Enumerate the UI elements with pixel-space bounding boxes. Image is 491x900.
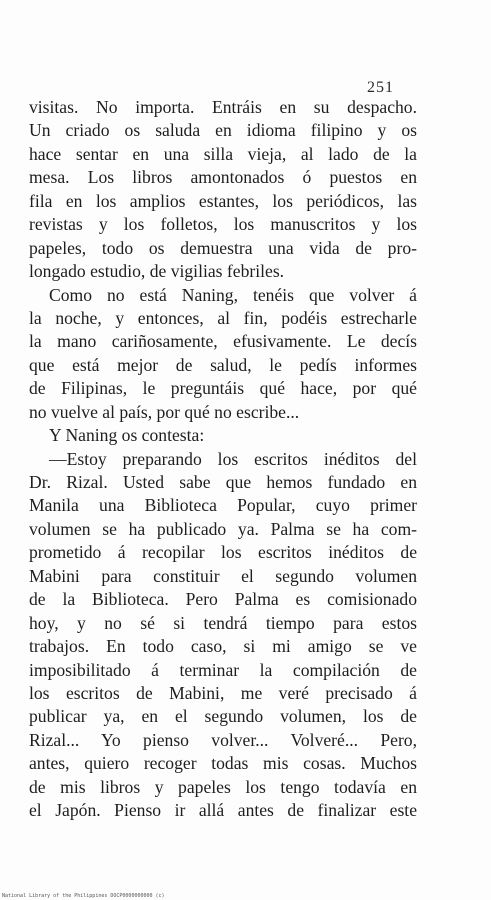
- text-line: hace sentar en una silla vieja, al lado de la: [29, 143, 417, 164]
- text-line: la mano cariñosamente, efusivamente. Le decís: [29, 331, 417, 352]
- text-line: de mis libros y papeles los tengo todavía en: [29, 776, 417, 797]
- text-line: que está mejor de salud, le pedís informes: [29, 354, 417, 375]
- text-line: prometido á recopilar los escritos inéditos de: [29, 542, 417, 563]
- text-line: revistas y los folletos, los manuscritos y los: [29, 214, 417, 235]
- text-line: mesa. Los libros amontonados ó puestos en: [29, 167, 417, 188]
- text-line: volumen se ha publicado ya. Palma se ha com-: [29, 518, 417, 539]
- text-line: Dr. Rizal. Usted sabe que hemos fundado en: [29, 472, 417, 492]
- text-line: publicar ya, en el segundo volumen, los de: [29, 706, 417, 727]
- text-line: Como no está Naning, tenéis que volver á: [49, 284, 417, 305]
- text-line: fila en los amplios estantes, los periódicos, las: [29, 190, 417, 211]
- text-line: hoy, y no sé si tendrá tiempo para estos: [29, 612, 417, 633]
- text-line: Un criado os saluda en idioma filipino y os: [29, 120, 417, 141]
- text-line: longado estudio, de vigilias febriles.: [29, 261, 285, 282]
- page-number: 251: [367, 79, 394, 96]
- text-line: Manila una Biblioteca Popular, cuyo primer: [29, 495, 417, 516]
- scan-footer: National Library of the Philippines DOCP0000000000 (c): [2, 893, 165, 899]
- body-text: [29, 96, 417, 823]
- text-line: los escritos de Mabini, me veré precisado á: [29, 682, 417, 703]
- text-line: Y Naning os contesta:: [49, 425, 205, 446]
- text-line: imposibilitado á terminar la compilación de: [29, 659, 417, 680]
- text-line: Mabini para constituir el segundo volumen: [29, 565, 417, 586]
- text-line: —Estoy preparando los escritos inéditos del: [49, 448, 417, 469]
- text-line: trabajos. En todo caso, si mi amigo se ve: [29, 636, 417, 657]
- text-line: de la Biblioteca. Pero Palma es comisionado: [29, 589, 417, 610]
- text-line: Rizal... Yo pienso volver... Volveré... Pero,: [29, 729, 417, 750]
- text-line: de Filipinas, le preguntáis qué hace, por qué: [29, 378, 417, 399]
- text-line: la noche, y entonces, al fin, podéis estrecharle: [29, 307, 417, 328]
- text-line: el Japón. Pienso ir allá antes de finalizar este: [29, 800, 417, 821]
- text-line: no vuelve al país, por qué no escribe...: [29, 401, 300, 422]
- text-line: visitas. No importa. Entráis en su despacho.: [29, 97, 417, 117]
- text-line: antes, quiero recoger todas mis cosas. Muchos: [29, 753, 417, 774]
- text-line: papeles, todo os demuestra una vida de pro-: [29, 237, 417, 258]
